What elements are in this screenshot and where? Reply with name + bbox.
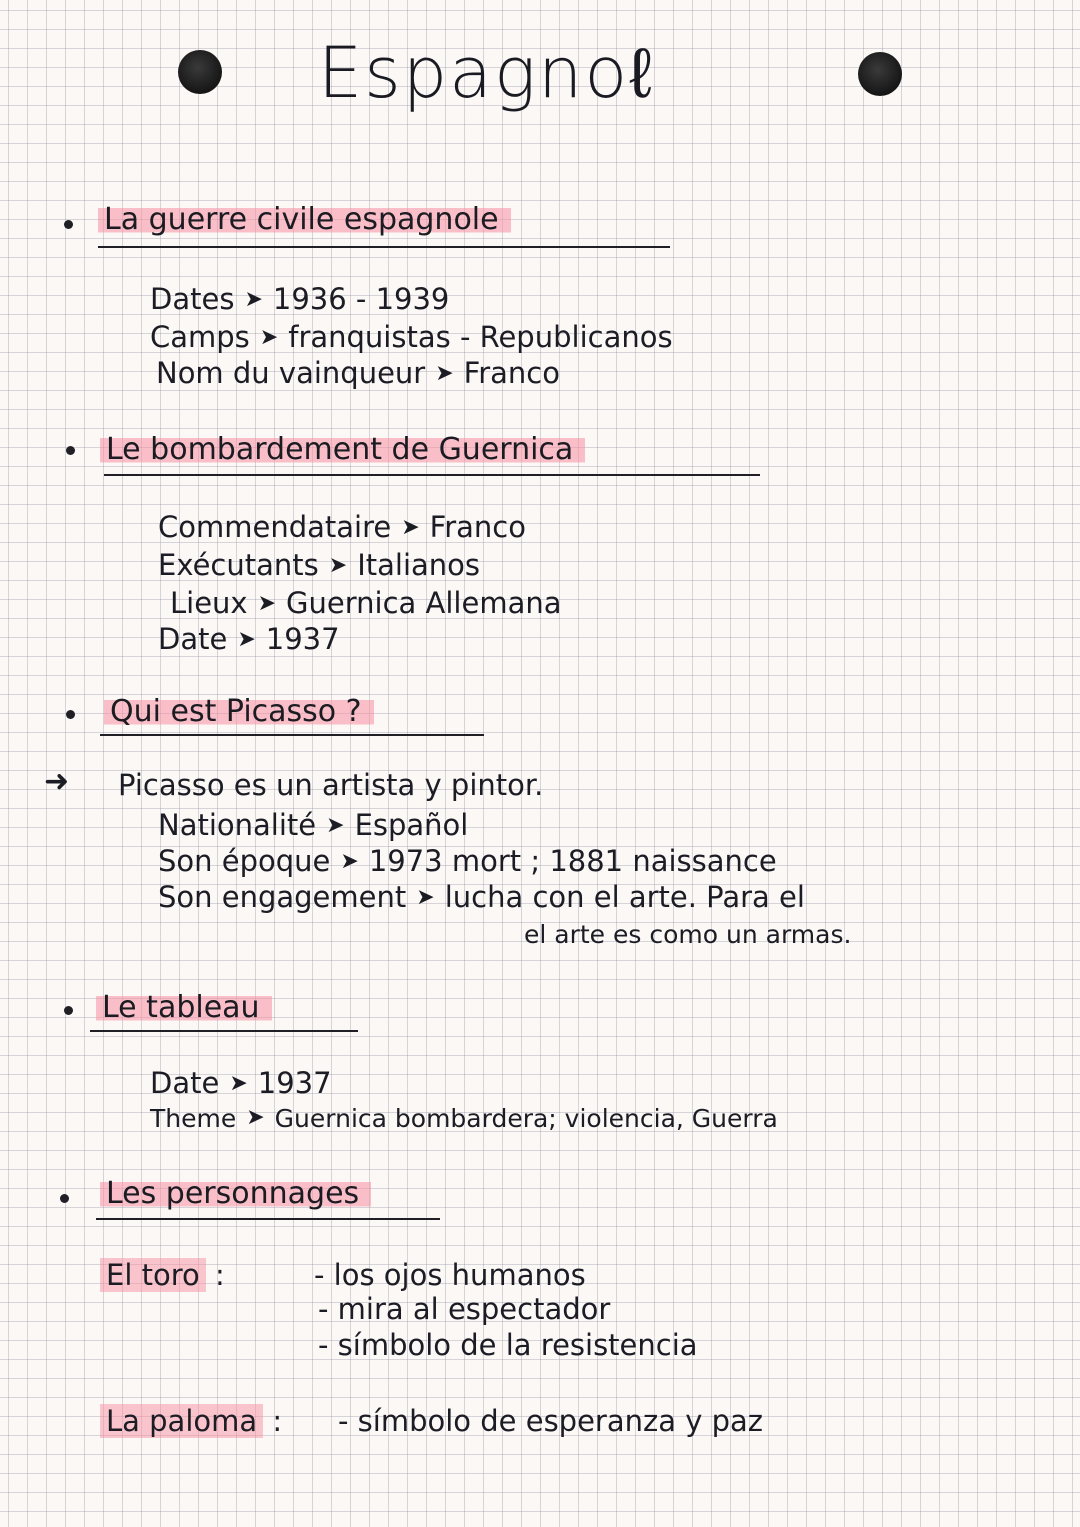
binder-hole-left	[178, 50, 222, 94]
intro-line: Picasso es un artista y pintor.	[118, 768, 544, 802]
row-label: Son engagement	[158, 880, 407, 914]
row-value: Italianos	[357, 548, 481, 582]
info-row	[158, 844, 777, 878]
arrow-icon: ➤	[229, 1071, 248, 1096]
heading-underline	[98, 246, 670, 248]
row-label: Lieux	[170, 586, 248, 620]
info-row	[158, 548, 480, 582]
arrow-icon: ➤	[340, 849, 359, 874]
character-row	[100, 1404, 282, 1438]
heading-underline	[104, 474, 760, 476]
colon: :	[272, 1404, 283, 1438]
heading-underline	[100, 734, 484, 736]
info-row	[158, 880, 805, 914]
row-label: Commendataire	[158, 510, 392, 544]
row-value: 1936 - 1939	[272, 282, 450, 316]
section-heading-guernica: Le bombardement de Guernica	[100, 432, 585, 471]
info-row	[150, 1066, 332, 1100]
info-row	[156, 356, 560, 390]
character-name: La paloma	[100, 1404, 263, 1438]
info-row	[158, 622, 340, 656]
row-value: 1937	[257, 1066, 332, 1100]
row-value: 1973 mort ; 1881 naissance	[368, 844, 777, 878]
info-row	[150, 1104, 778, 1133]
row-label: Dates	[150, 282, 235, 316]
colon: :	[214, 1258, 225, 1292]
arrow-icon: ➜	[44, 764, 70, 799]
arrow-icon: ➤	[435, 361, 454, 386]
character-trait: - símbolo de la resistencia	[318, 1328, 698, 1362]
info-row	[150, 282, 449, 316]
row-value: Guernica Allemana	[286, 586, 562, 620]
section-heading-civil-war: La guerre civile espagnole	[98, 202, 511, 241]
bullet-point	[60, 1194, 69, 1203]
arrow-icon: ➤	[246, 1105, 265, 1130]
row-label: Date	[158, 622, 228, 656]
row-value: franquistas - Republicanos	[288, 320, 673, 354]
arrow-icon: ➤	[416, 885, 435, 910]
row-label: Nom du vainqueur	[156, 356, 426, 390]
bullet-point	[66, 446, 75, 455]
character-name: El toro	[100, 1258, 206, 1292]
bullet-point	[66, 710, 75, 719]
row-label: Camps	[150, 320, 250, 354]
row-value: Guernica bombardera; violencia, Guerra	[274, 1104, 778, 1133]
row-value: Español	[354, 808, 469, 842]
character-trait: - símbolo de esperanza y paz	[338, 1404, 764, 1438]
row-label: Nationalité	[158, 808, 317, 842]
info-row	[158, 510, 526, 544]
row-label: Son époque	[158, 844, 331, 878]
row-label: Date	[150, 1066, 220, 1100]
bullet-point	[64, 220, 73, 229]
info-row	[150, 320, 673, 354]
arrow-icon: ➤	[237, 627, 256, 652]
character-trait: - mira al espectador	[318, 1292, 611, 1326]
row-label: Theme	[150, 1104, 237, 1133]
arrow-icon: ➤	[244, 287, 263, 312]
row-label: Exécutants	[158, 548, 319, 582]
section-heading-tableau: Le tableau	[96, 990, 272, 1029]
row-value: lucha con el arte. Para el	[444, 880, 805, 914]
arrow-icon: ➤	[259, 325, 279, 350]
section-heading-picasso: Qui est Picasso ?	[104, 694, 374, 733]
info-row-continuation: el arte es como un armas.	[524, 920, 852, 949]
arrow-icon: ➤	[328, 553, 348, 578]
bullet-point	[64, 1006, 73, 1015]
arrow-icon: ➤	[401, 515, 420, 540]
row-value: Franco	[429, 510, 526, 544]
info-row	[158, 808, 468, 842]
arrow-icon: ➤	[326, 813, 345, 838]
info-row	[170, 586, 562, 620]
heading-underline	[90, 1030, 358, 1032]
page-title: Espagnoℓ	[318, 32, 654, 114]
binder-hole-right	[858, 52, 902, 96]
character-trait: - los ojos humanos	[314, 1258, 586, 1292]
arrow-icon: ➤	[257, 591, 277, 616]
section-heading-personnages: Les personnages	[100, 1176, 371, 1215]
heading-underline	[96, 1218, 440, 1220]
character-row	[100, 1258, 225, 1292]
row-value: 1937	[265, 622, 340, 656]
row-value: Franco	[463, 356, 560, 390]
